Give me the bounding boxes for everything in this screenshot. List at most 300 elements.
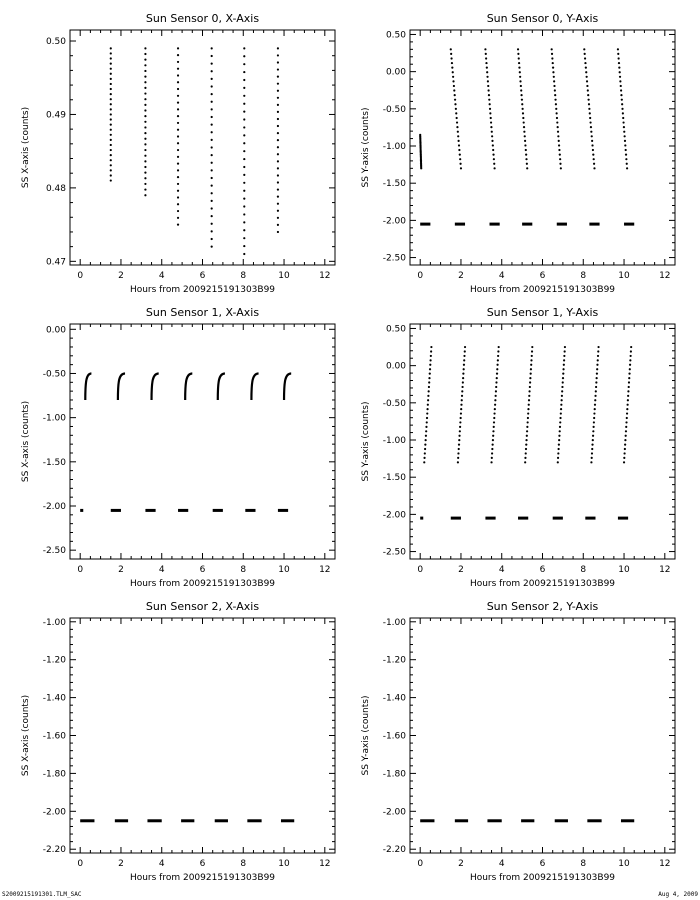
data-point [593,167,595,169]
data-point [518,62,520,64]
data-point [588,108,590,110]
data-point [110,47,112,49]
data-point [243,213,245,215]
data-point [591,448,593,450]
x-tick-label: 10 [278,565,290,575]
data-point [526,163,528,165]
data-point [586,80,588,82]
x-tick-label: 6 [539,565,546,575]
data-point [584,53,586,55]
footer-date: Aug 4, 2009 [658,891,698,898]
data-point [561,386,563,388]
data-point [277,68,279,70]
data-point [526,435,528,437]
chart-panel-4 [361,306,675,589]
y-tick-label: 0.50 [385,30,406,41]
data-point [555,103,557,105]
data-point [453,89,455,91]
data-point [177,61,179,63]
data-point [427,399,429,401]
data-point [177,224,179,226]
data-point [496,373,498,375]
data-point [530,368,532,370]
data-point [428,386,430,388]
data-point [211,78,213,80]
data-point [243,63,245,65]
data-curve [251,373,258,400]
y-tick-label: 0.00 [45,325,66,336]
data-point [428,381,430,383]
data-point [627,399,629,401]
data-point [211,238,213,240]
data-point [595,390,597,392]
data-point [144,70,146,72]
data-point [496,368,498,370]
data-point [424,443,426,445]
data-point [491,452,493,454]
data-point [243,111,245,113]
data-segment [623,346,632,463]
x-tick-label: 10 [278,859,290,869]
chart-panel-1 [21,12,335,295]
y-tick-label: -2.00 [382,510,406,521]
data-point [525,439,527,441]
data-point [277,90,279,92]
data-point [427,404,429,406]
y-tick-label: -1.50 [382,179,406,190]
data-point [277,139,279,141]
data-point [552,71,554,73]
data-point [485,62,487,64]
plot-frame [410,324,675,559]
data-point [277,61,279,63]
data-point [144,98,146,100]
data-point [593,426,595,428]
data-point [591,452,593,454]
data-segment [423,346,432,463]
plot-frame [70,30,335,265]
data-point [556,117,558,119]
data-point [211,246,213,248]
data-point [456,126,458,128]
data-point [583,48,585,50]
data-point [629,359,631,361]
y-axis-label: SS X-axis (counts) [21,400,31,483]
x-tick-label: 4 [498,565,505,575]
data-point [591,135,593,137]
data-point [627,390,629,392]
data-point [627,395,629,397]
data-point [211,85,213,87]
data-point [457,457,459,459]
data-point [451,62,453,64]
data-point [495,386,497,388]
data-point [564,350,566,352]
data-point [560,404,562,406]
data-point [458,149,460,151]
data-point [585,71,587,73]
data-point [110,57,112,59]
data-point [625,153,627,155]
data-point [520,94,522,96]
data-point [621,103,623,105]
data-point [622,117,624,119]
data-point [586,76,588,78]
data-point [495,381,497,383]
data-point [243,166,245,168]
data-point [110,98,112,100]
x-axis-label: Hours from 2009215191303B99 [469,579,616,589]
chart-title: Sun Sensor 0, Y-Axis [486,12,599,25]
data-point [493,412,495,414]
data-point [177,54,179,56]
data-point [455,108,457,110]
x-tick-label: 8 [580,271,587,281]
data-segment [617,48,628,169]
x-axis-label: Hours from 2009215191303B99 [129,873,276,883]
data-point [558,439,560,441]
data-point [211,146,213,148]
y-tick-label: -2.00 [42,501,66,512]
y-tick-label: -1.20 [42,655,66,666]
data-point [593,163,595,165]
data-point [618,57,620,59]
data-point [490,121,492,123]
data-point [593,158,595,160]
data-point [625,430,627,432]
data-point [144,194,146,196]
data-point [463,368,465,370]
data-point [623,457,625,459]
data-point [557,461,559,463]
data-point [624,439,626,441]
data-point [211,55,213,57]
y-tick-label: -1.60 [42,731,66,742]
data-point [110,108,112,110]
y-tick-label: -1.20 [382,655,406,666]
data-point [591,443,593,445]
data-point [110,169,112,171]
data-point [177,68,179,70]
data-point [423,461,425,463]
chart-title: Sun Sensor 1, Y-Axis [486,306,599,319]
data-point [450,53,452,55]
data-point [211,230,213,232]
data-point [493,417,495,419]
data-point [585,67,587,69]
plot-frame [410,30,675,265]
data-point [277,224,279,226]
x-axis-label: Hours from 2009215191303B99 [129,285,276,295]
data-point [211,223,213,225]
data-point [177,183,179,185]
data-point [592,153,594,155]
chart-title: Sun Sensor 0, X-Axis [145,12,260,25]
x-tick-label: 2 [458,271,464,281]
x-tick-label: 0 [77,565,84,575]
data-point [592,149,594,151]
data-point [211,116,213,118]
data-point [243,205,245,207]
data-point [623,461,625,463]
data-point [277,181,279,183]
data-point [492,153,494,155]
data-point [277,210,279,212]
data-point [177,156,179,158]
data-point [486,76,488,78]
data-point [557,126,559,128]
data-point [524,135,526,137]
data-point [628,377,630,379]
x-tick-label: 12 [659,565,671,575]
data-point [110,78,112,80]
y-tick-label: -1.00 [382,436,406,447]
data-segment [243,47,245,255]
y-tick-label: -0.50 [382,104,406,115]
data-segment [551,48,562,169]
data-point [529,386,531,388]
data-point [177,176,179,178]
data-point [557,452,559,454]
data-point [492,149,494,151]
data-point [144,177,146,179]
data-point [144,188,146,190]
data-segment [490,346,499,463]
data-point [460,167,462,169]
data-point [425,430,427,432]
data-point [452,80,454,82]
data-point [177,169,179,171]
data-point [487,80,489,82]
x-tick-label: 10 [278,271,290,281]
data-point [618,62,620,64]
data-point [520,89,522,91]
data-point [277,118,279,120]
data-point [144,115,146,117]
data-curve [284,373,291,400]
data-point [624,443,626,445]
data-point [594,404,596,406]
data-point [277,167,279,169]
data-point [619,71,621,73]
data-point [626,408,628,410]
data-point [560,408,562,410]
data-point [110,164,112,166]
data-point [243,134,245,136]
data-point [458,140,460,142]
data-point [529,381,531,383]
x-tick-label: 10 [618,565,630,575]
data-point [622,121,624,123]
data-point [458,144,460,146]
data-point [597,346,599,348]
data-point [211,131,213,133]
data-point [177,88,179,90]
data-point [457,461,459,463]
data-point [451,67,453,69]
data-point [495,390,497,392]
data-point [460,408,462,410]
data-point [587,89,589,91]
data-point [177,47,179,49]
data-segment [419,134,422,170]
data-point [430,350,432,352]
data-point [243,71,245,73]
data-point [525,448,527,450]
x-tick-label: 2 [458,859,464,869]
data-point [531,346,533,348]
data-point [629,368,631,370]
data-point [243,237,245,239]
data-segment [277,47,279,233]
data-point [491,448,493,450]
data-point [555,108,557,110]
data-point [492,144,494,146]
data-point [243,174,245,176]
data-point [110,63,112,65]
data-point [593,417,595,419]
footer-filename: S2009215191301.TLM_SAC [2,891,82,898]
data-point [144,53,146,55]
data-point [596,368,598,370]
chart-panel-5 [21,600,335,883]
data-point [454,103,456,105]
data-point [493,426,495,428]
data-point [563,355,565,357]
data-point [557,457,559,459]
data-point [243,198,245,200]
data-point [460,404,462,406]
y-tick-label: -1.40 [42,693,66,704]
data-point [110,118,112,120]
data-point [487,89,489,91]
data-point [559,158,561,160]
data-point [110,124,112,126]
data-point [620,85,622,87]
data-point [528,390,530,392]
data-point [597,359,599,361]
data-point [584,62,586,64]
data-point [524,461,526,463]
data-point [623,131,625,133]
data-point [523,126,525,128]
x-tick-label: 12 [319,565,331,575]
data-point [243,158,245,160]
data-point [529,377,531,379]
data-point [429,359,431,361]
data-point [629,364,631,366]
data-point [621,99,623,101]
data-point [110,103,112,105]
data-segment [484,48,495,169]
data-point [277,160,279,162]
data-point [592,430,594,432]
data-point [211,93,213,95]
y-tick-label: 0.49 [45,110,66,121]
data-point [492,439,494,441]
data-point [527,421,529,423]
data-segment [144,47,146,196]
data-point [144,59,146,61]
x-axis-label: Hours from 2009215191303B99 [469,285,616,295]
data-point [463,355,465,357]
data-point [524,144,526,146]
data-point [591,140,593,142]
data-point [493,163,495,165]
data-point [211,185,213,187]
data-point [450,57,452,59]
data-point [458,439,460,441]
data-point [553,85,555,87]
data-point [624,144,626,146]
data-point [110,113,112,115]
data-point [589,112,591,114]
data-point [486,71,488,73]
data-point [177,101,179,103]
data-point [456,121,458,123]
data-point [243,47,245,49]
data-point [528,399,530,401]
data-point [597,350,599,352]
data-point [458,443,460,445]
data-point [625,421,627,423]
y-tick-label: -2.00 [382,216,406,227]
x-tick-label: 10 [618,859,630,869]
data-point [521,99,523,101]
x-tick-label: 12 [319,859,331,869]
y-tick-label: -1.00 [382,617,406,628]
data-point [628,386,630,388]
data-point [522,112,524,114]
data-point [562,373,564,375]
x-axis-label: Hours from 2009215191303B99 [129,579,276,589]
data-point [520,85,522,87]
data-point [458,435,460,437]
y-tick-label: -1.40 [382,693,406,704]
data-point [488,99,490,101]
data-point [630,346,632,348]
data-point [553,80,555,82]
data-point [177,135,179,137]
data-point [558,140,560,142]
data-point [628,381,630,383]
data-point [626,412,628,414]
data-point [590,126,592,128]
data-point [558,448,560,450]
data-point [494,408,496,410]
data-point [463,359,465,361]
data-point [591,144,593,146]
data-point [624,448,626,450]
data-point [557,131,559,133]
data-point [144,138,146,140]
data-point [277,97,279,99]
data-point [490,117,492,119]
data-point [561,390,563,392]
data-point [110,144,112,146]
data-point [496,377,498,379]
data-point [559,426,561,428]
data-point [461,390,463,392]
data-point [144,126,146,128]
data-point [561,395,563,397]
x-tick-label: 6 [199,565,206,575]
data-point [518,57,520,59]
data-point [463,364,465,366]
data-point [429,373,431,375]
data-point [497,359,499,361]
data-point [277,203,279,205]
